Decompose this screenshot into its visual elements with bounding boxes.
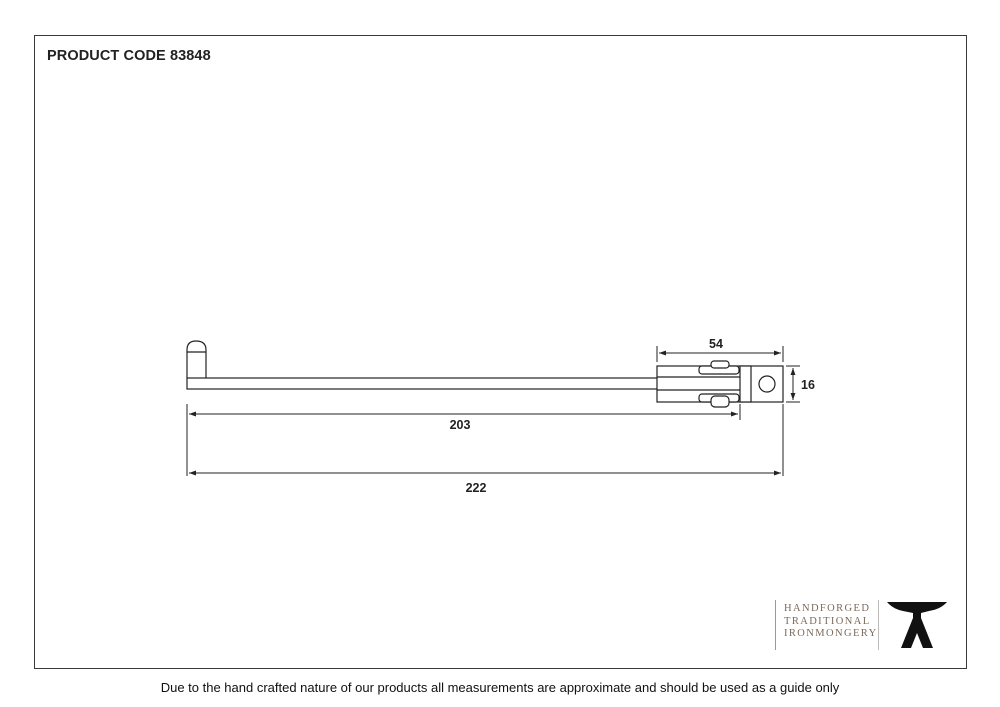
- dim-label-bracket-height: 16: [801, 378, 815, 392]
- dim-label-overall-length: 222: [465, 481, 487, 495]
- disclaimer-text: Due to the hand crafted nature of our products all measurements are approximate and should be used as a guide only: [160, 680, 840, 695]
- brand-line: IRONMONGERY: [784, 628, 878, 640]
- product-code: PRODUCT CODE 83848: [47, 48, 211, 64]
- brand-text: [784, 603, 878, 641]
- brand-divider: [775, 600, 776, 650]
- brand-divider: [878, 600, 879, 650]
- brand-line: TRADITIONAL: [784, 615, 871, 627]
- anvil-icon: [885, 600, 949, 650]
- brand-block: [775, 600, 955, 652]
- dim-label-bracket-length: 54: [709, 337, 723, 351]
- brand-line: HANDFORGED: [784, 603, 871, 614]
- stay-bracket: [657, 361, 783, 407]
- dim-label-arm-length: 203: [449, 418, 471, 432]
